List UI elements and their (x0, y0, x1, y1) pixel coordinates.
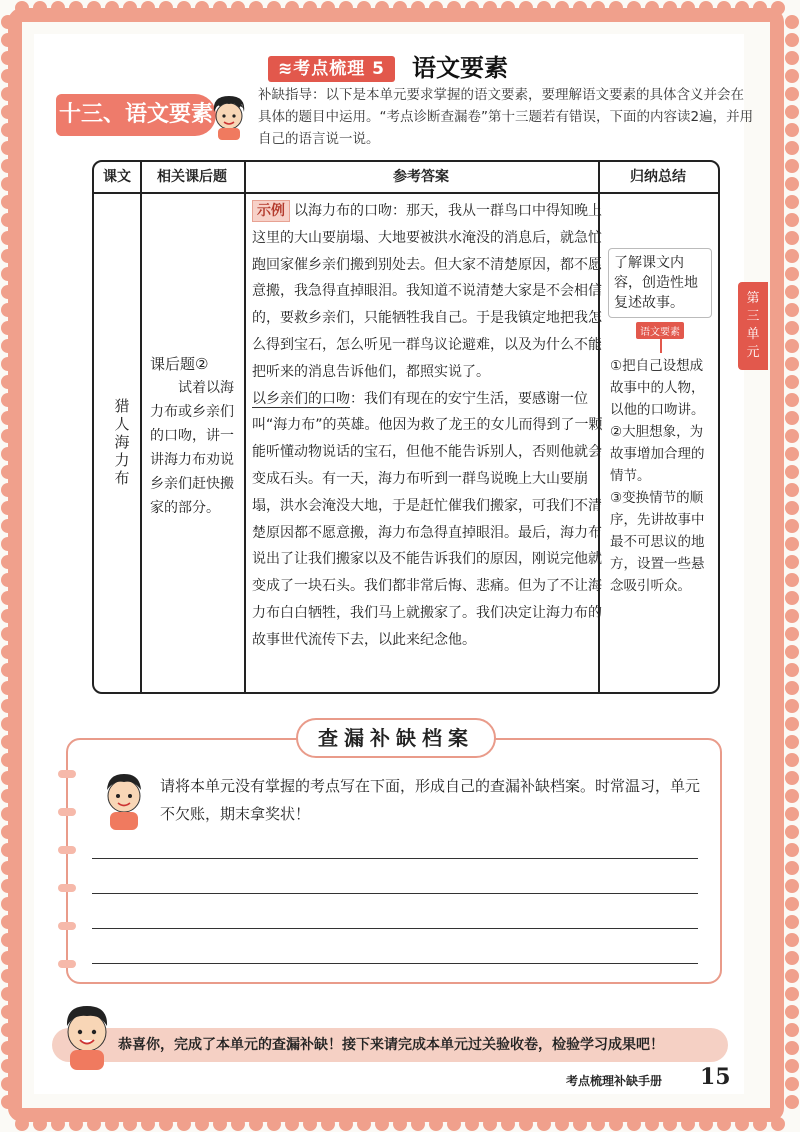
border-scallop (785, 753, 799, 767)
border-scallop (785, 501, 799, 515)
border-scallop (785, 411, 799, 425)
border-scallop (785, 681, 799, 695)
border-scallop (785, 375, 799, 389)
summary-box: 了解课文内容，创造性地复述故事。 (608, 248, 712, 318)
summary-item: ①把自己设想成故事中的人物，以他的口吻讲。 (610, 358, 705, 418)
summary-connector (660, 339, 662, 353)
border-scallop (785, 177, 799, 191)
border-scallop (785, 609, 799, 623)
answer-paragraph-2: ：我们有现在的安宁生活，要感谢一位叫“海力布”的英雄。他因为救了龙王的女儿而得到了一颗能听懂动物说话的宝石，但他不能告诉别人，否则他就会变成石头。有一天，海力布听到一群鸟说晚上大山要崩塌，洪水会淹没大地，于是赶忙催我们搬家，可我们不清楚原因都不愿意搬，海力布急得直掉眼泪。最后，海力布说出了让我们搬家以及不能告诉我们的原因，刚说完他就变成了一块石头。我们都非常后悔、悲痛。但为了不让海力布白白牺牲，我们马上就搬家了。我们决定让海力布的故事世代流传下去，以此来纪念他。 (252, 390, 603, 648)
unit-side-tab: 第三单元 (738, 282, 768, 370)
border-scallop (785, 483, 799, 497)
border-scallop (785, 951, 799, 965)
border-scallop (785, 861, 799, 875)
border-scallop (785, 159, 799, 173)
border-scallop (785, 447, 799, 461)
border-scallop (785, 717, 799, 731)
header-summary: 归纳总结 (630, 169, 686, 185)
border-scallop (785, 87, 799, 101)
writing-line[interactable] (92, 858, 698, 859)
binder-ring (58, 808, 76, 816)
border-scallop (785, 591, 799, 605)
footer-book-title: 考点梳理补缺手册 (566, 1074, 663, 1088)
binder-ring (58, 846, 76, 854)
content-table (92, 160, 720, 694)
border-scallop (785, 51, 799, 65)
border-scallop (785, 843, 799, 857)
guidance-text: 补缺指导：以下是本单元要求掌握的语文要素，要理解语文要素的具体含义并会在具体的题目中运用。“考点诊断查漏卷”第十三题若有错误，下面的内容读2遍，并用自己的语言说一说。 (258, 87, 754, 147)
border-scallop (785, 339, 799, 353)
border-scallop (785, 789, 799, 803)
answer-paragraph-2-lead: 以乡亲们的口吻 (252, 390, 350, 407)
section-tab: 十三、语文要素 (56, 94, 216, 136)
summary-tag: 语文要素 (636, 322, 684, 339)
border-scallop (785, 141, 799, 155)
border-scallop (785, 231, 799, 245)
review-title: 查漏补缺档案 (296, 718, 496, 758)
border-scallop (785, 915, 799, 929)
border-scallop (785, 33, 799, 47)
border-scallop (785, 213, 799, 227)
summary-cell (608, 248, 712, 597)
border-scallop (785, 987, 799, 1001)
header-answer: 参考答案 (393, 169, 449, 185)
border-scallop (785, 195, 799, 209)
answer-paragraph-1: 以海力布的口吻：那天，我从一群鸟口中得知晚上这里的大山要崩塌、大地要被洪水淹没的消息后，就急忙跑回家催乡亲们搬到别处去。但大家不清楚原因，都不愿意搬，我急得直掉眼泪。我知道不说清楚大家是不会相信的，要救乡亲们，只能牺牲我自己。于是我镇定地把我怎么得到宝石，怎么听见一群鸟议论避难，以及为什么不能把听来的消息告诉他们，都照实说了。 (252, 203, 602, 380)
header-divider (94, 192, 718, 194)
writing-line[interactable] (92, 893, 698, 894)
writing-line[interactable] (92, 928, 698, 929)
border-scallop (785, 807, 799, 821)
answer-cell (252, 198, 614, 654)
border-scallop (785, 735, 799, 749)
border-scallop (785, 519, 799, 533)
example-tag: 示例 (252, 200, 290, 222)
border-scallop (785, 1077, 799, 1091)
border-scallop (785, 897, 799, 911)
border-scallop (785, 267, 799, 281)
border-scallop (785, 15, 799, 29)
summary-item: ②大胆想象，为故事增加合理的情节。 (610, 424, 705, 484)
border-scallop (785, 933, 799, 947)
border-scallop (785, 1041, 799, 1055)
summary-item: ③变换情节的顺序，先讲故事中最不可思议的地方，设置一些悬念吸引听众。 (610, 490, 705, 594)
border-scallop (785, 645, 799, 659)
binder-ring (58, 770, 76, 778)
border-scallop (785, 1095, 799, 1109)
border-scallop (785, 627, 799, 641)
border-scallop (785, 1023, 799, 1037)
header-task: 相关课后题 (157, 169, 227, 185)
divider (140, 162, 142, 692)
course-name: 猎人海力布 (112, 398, 131, 488)
border-scallop (785, 429, 799, 443)
page-title: 语文要素 (412, 54, 508, 82)
border-scallop (785, 663, 799, 677)
border-scallop (785, 321, 799, 335)
border-scallop (785, 123, 799, 137)
border-scallop (785, 69, 799, 83)
task-body: 试着以海力布或乡亲们的口吻，讲一讲海力布劝说乡亲们赶快搬家的部分。 (150, 380, 234, 516)
border-scallop (785, 699, 799, 713)
border-scallop (785, 105, 799, 119)
border-scallop (785, 249, 799, 263)
border-scallop (785, 285, 799, 299)
task-cell (150, 352, 246, 520)
binder-ring (58, 884, 76, 892)
summary-list (608, 355, 712, 597)
section-badge: ≋考点梳理 5 (268, 56, 395, 82)
binder-ring (58, 922, 76, 930)
task-title: 课后题② (150, 355, 209, 373)
student-avatar-icon (56, 1000, 118, 1070)
border-scallop (785, 1059, 799, 1073)
border-scallop (785, 555, 799, 569)
border-scallop (785, 771, 799, 785)
page-number: 15 (700, 1064, 731, 1090)
binder-ring (58, 960, 76, 968)
border-scallop (785, 357, 799, 371)
border-scallop (785, 1005, 799, 1019)
border-scallop (785, 573, 799, 587)
border-scallop (785, 393, 799, 407)
congrats-text: 恭喜你，完成了本单元的查漏补缺！接下来请完成本单元过关验收卷，检验学习成果吧！ (118, 1037, 664, 1053)
review-instruction: 请将本单元没有掌握的考点写在下面，形成自己的查漏补缺档案。时常温习，单元不欠账，期末拿奖状！ (160, 777, 701, 823)
border-scallop (785, 879, 799, 893)
border-scallop (785, 537, 799, 551)
border-scallop (785, 303, 799, 317)
header-course: 课文 (103, 169, 131, 185)
student-avatar-icon (208, 92, 250, 140)
writing-line[interactable] (92, 963, 698, 964)
border-scallop (785, 825, 799, 839)
student-avatar-icon (98, 768, 150, 830)
border-scallop (785, 969, 799, 983)
border-scallop (785, 465, 799, 479)
